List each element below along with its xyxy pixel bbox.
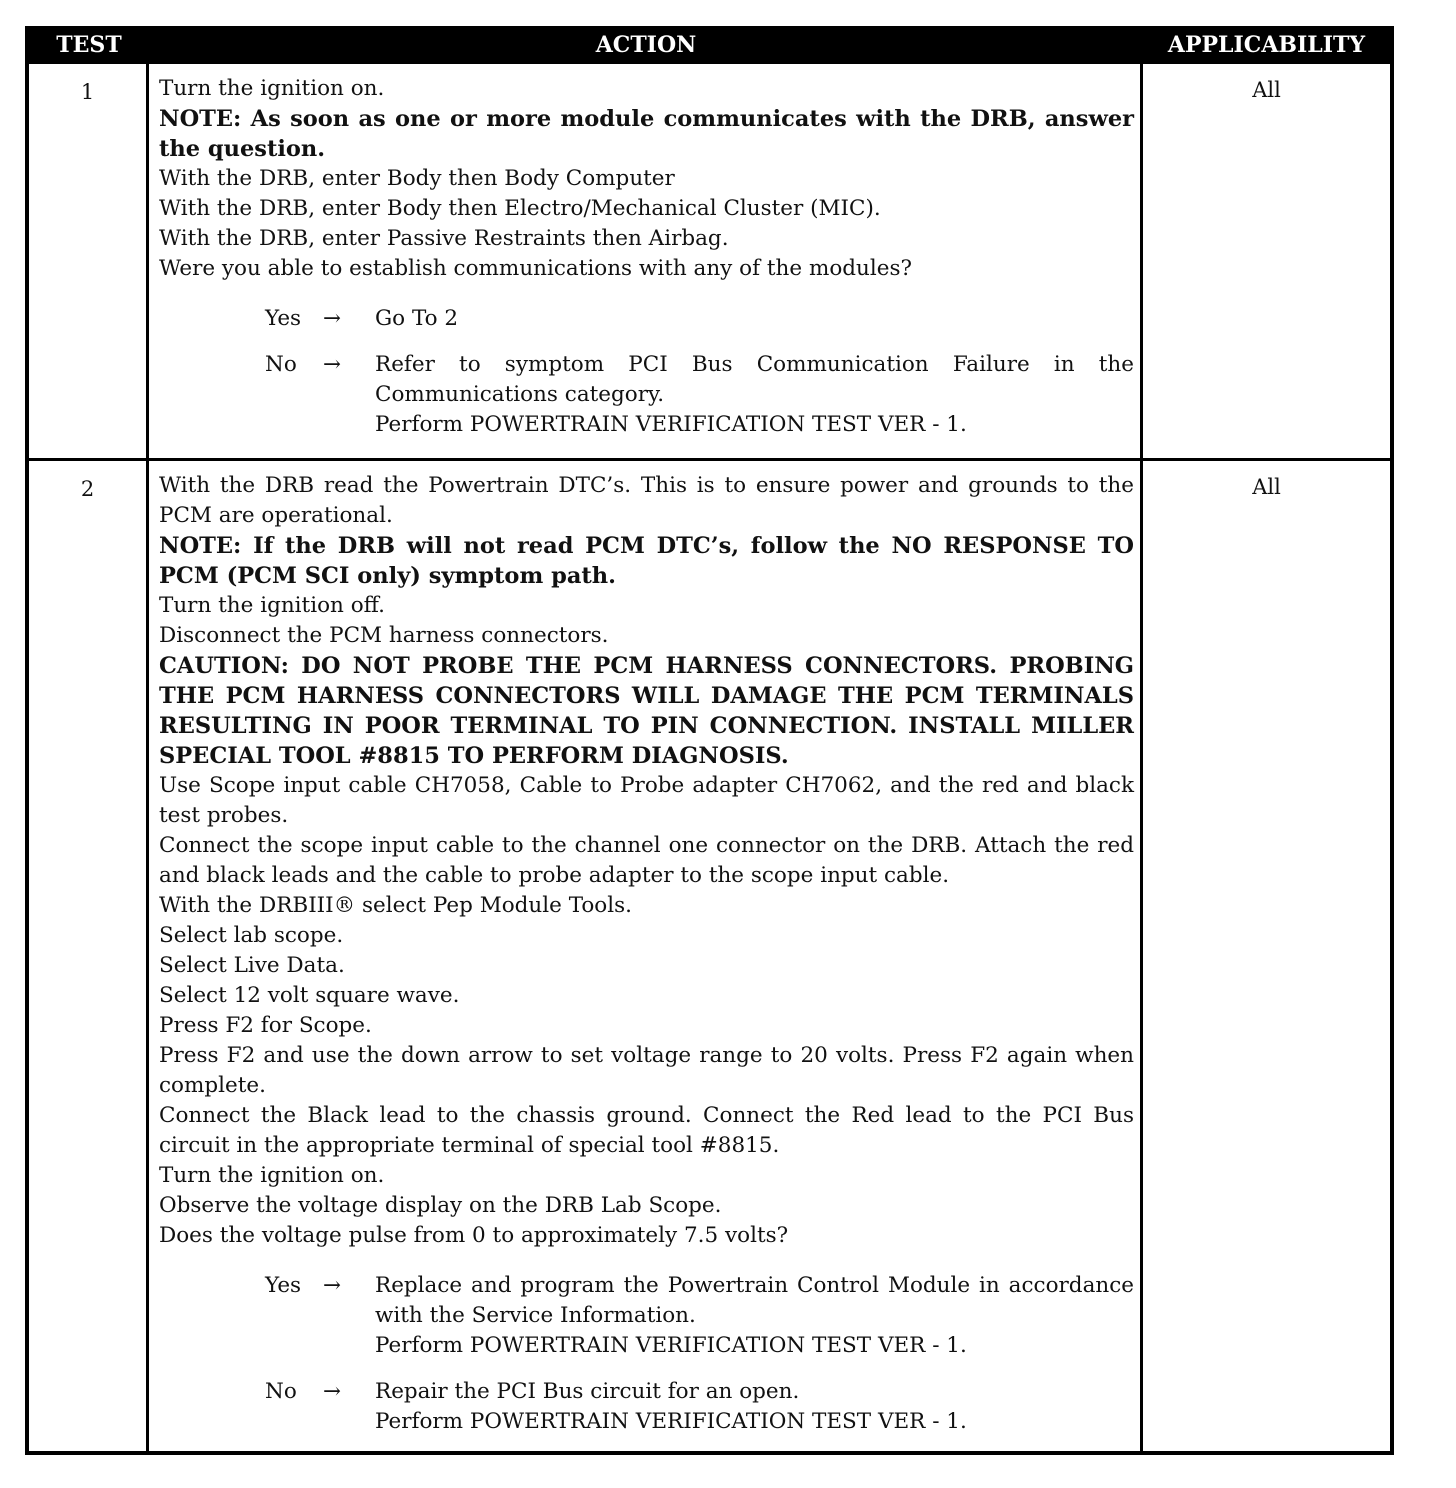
test-number: 2 — [29, 461, 149, 1451]
step-text: Turn the ignition on. — [159, 1163, 385, 1188]
action-cell — [149, 64, 1143, 458]
arrow-icon: → — [323, 352, 342, 377]
step-text: With the DRBIII® select Pep Module Tools. — [159, 893, 632, 918]
header-action: ACTION — [595, 32, 697, 58]
question-text: Were you able to establish communications with any of the modules? — [159, 256, 913, 281]
header-test: TEST — [56, 32, 122, 58]
arrow-icon: → — [323, 306, 342, 331]
result-line: Perform POWERTRAIN VERIFICATION TEST VER - 1. — [375, 412, 967, 437]
result-line: Perform POWERTRAIN VERIFICATION TEST VER - 1. — [375, 1333, 967, 1358]
step-text: Select lab scope. — [159, 923, 344, 948]
yes-result — [375, 304, 1134, 334]
step-text: Connect the Black lead to the chassis ground. Connect the Red lead to the PCI Bus circuit in the appropriate terminal of special tool #8815. — [159, 1103, 1134, 1158]
step-text: Press F2 for Scope. — [159, 1013, 372, 1038]
no-label: No — [265, 1379, 297, 1404]
yes-branch — [265, 304, 1134, 334]
applicability-cell: All — [1252, 78, 1281, 102]
no-result — [375, 1377, 1134, 1437]
note-text: NOTE: If the DRB will not read PCM DTC’s, follow the NO RESPONSE TO PCM (PCM SCI only) symptom path. — [159, 533, 1134, 589]
result-line: Refer to symptom PCI Bus Communication Failure in the Communications category. — [375, 352, 1134, 407]
table-header — [29, 26, 1390, 64]
yes-result — [375, 1271, 1134, 1361]
step-text: Select Live Data. — [159, 953, 345, 978]
applicability-cell: All — [1252, 475, 1281, 499]
step-text: Press F2 and use the down arrow to set voltage range to 20 volts. Press F2 again when complete. — [159, 1043, 1134, 1098]
step-text: With the DRB read the Powertrain DTC’s. This is to ensure power and grounds to the PCM are operational. — [159, 473, 1134, 528]
table-row — [29, 64, 1390, 458]
step-text: Use Scope input cable CH7058, Cable to Probe adapter CH7062, and the red and black test probes. — [159, 773, 1134, 828]
step-text: Connect the scope input cable to the channel one connector on the DRB. Attach the red and black leads and the cable to probe adapter to the scope input cable. — [159, 833, 1134, 888]
test-number: 1 — [29, 64, 149, 458]
step-text: Select 12 volt square wave. — [159, 983, 460, 1008]
step-text: Turn the ignition off. — [159, 593, 385, 618]
no-result — [375, 350, 1134, 440]
yes-label: Yes — [265, 1273, 302, 1298]
yes-label: Yes — [265, 306, 302, 331]
step-text: With the DRB, enter Passive Restraints then Airbag. — [159, 226, 729, 251]
result-line: Go To 2 — [375, 306, 459, 331]
no-branch — [265, 1377, 1134, 1437]
step-text: Observe the voltage display on the DRB Lab Scope. — [159, 1193, 722, 1218]
diagnostic-table — [25, 26, 1394, 1455]
question-text: Does the voltage pulse from 0 to approximately 7.5 volts? — [159, 1223, 789, 1248]
caution-text: CAUTION: DO NOT PROBE THE PCM HARNESS CONNECTORS. PROBING THE PCM HARNESS CONNECTORS WILL DAMAGE THE PCM TERMINALS RESULTING IN POOR TERMINAL TO PIN CONNECTION. INSTALL MILLER SPECIAL TOOL #8815 TO PERFORM DIAGNOSIS. — [159, 653, 1134, 769]
no-branch — [265, 350, 1134, 440]
step-text: Disconnect the PCM harness connectors. — [159, 623, 609, 648]
result-line: Perform POWERTRAIN VERIFICATION TEST VER - 1. — [375, 1409, 967, 1434]
result-line: Repair the PCI Bus circuit for an open. — [375, 1379, 800, 1404]
action-cell — [149, 461, 1143, 1451]
step-text: With the DRB, enter Body then Body Computer — [159, 166, 675, 191]
header-applicability: APPLICABILITY — [1167, 32, 1366, 58]
step-text: Turn the ignition on. — [159, 76, 385, 101]
arrow-icon: → — [323, 1379, 342, 1404]
yes-branch — [265, 1271, 1134, 1361]
result-line: Replace and program the Powertrain Control Module in accordance with the Service Information. — [375, 1273, 1134, 1328]
step-text: With the DRB, enter Body then Electro/Mechanical Cluster (MIC). — [159, 196, 881, 221]
table-row — [29, 458, 1390, 1451]
no-label: No — [265, 352, 297, 377]
arrow-icon: → — [323, 1273, 342, 1298]
note-text: NOTE: As soon as one or more module communicates with the DRB, answer the question. — [159, 106, 1134, 162]
